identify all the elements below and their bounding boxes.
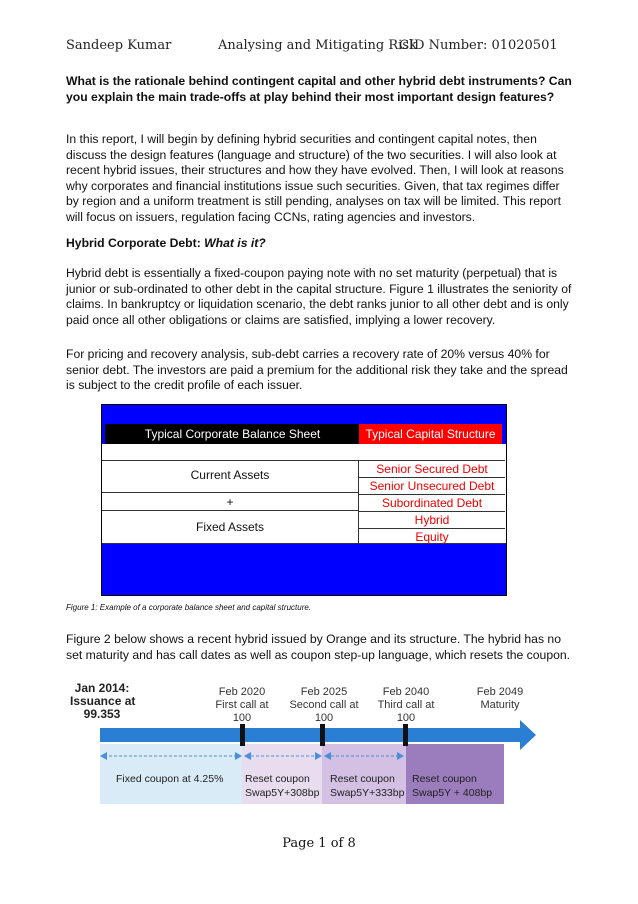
plus-sign: + — [226, 495, 234, 509]
section-heading-bold: Hybrid Corporate Debt: — [66, 236, 201, 250]
milestone-third-call: Feb 2040 Third call at 100 — [377, 686, 435, 724]
section-heading-italic: What is it? — [204, 236, 266, 250]
section-heading — [66, 236, 574, 252]
current-assets-label: Current Assets — [190, 468, 270, 482]
figure-1-body — [102, 444, 506, 544]
figure-1-capital-structure — [101, 404, 507, 596]
question-heading: What is the rationale behind contingent capital and other hybrid debt instruments? Can you explain the main trade-offs at play behind their most important design features? — [66, 74, 572, 104]
equity-tier: Equity — [359, 528, 505, 545]
tick-2020 — [240, 724, 245, 746]
intro-paragraph: In this report, I will begin by defining hybrid securities and contingent capital notes, then discuss the design features (language and structure) of the two securities. I will also look at recent hybrid issues, their structures and how they have evolved. Then, I will look at reasons why corporates and financial institutions issue such securities. Given, that tax regimes differ by region and a uniform treatment is still pending, analyses on tax will be limited. This report will focus on issuers, regulation facing CCNs, rating agencies and investors. — [66, 132, 564, 224]
header-author: Sandeep Kumar — [66, 38, 172, 53]
figure-1-caption: Figure 1: Example of a corporate balance sheet and capital structure. — [66, 603, 312, 612]
hybrid-definition-paragraph: Hybrid debt is essentially a fixed-coupon paying note with no set maturity (perpetual) that is junior or sub-ordinated to other debt in the capital structure. Figure 1 illustrates the seniority of claims. In bankruptcy or liquidation scenario, the debt ranks junior to all other debt and is only paid once all other obligations or claims are satisfied, implying a lower recovery. — [66, 266, 572, 327]
milestone-maturity: Feb 2049 Maturity — [476, 686, 524, 711]
page-number: Page 1 of 8 — [282, 836, 356, 851]
milestone-second-call: Feb 2025 Second call at 100 — [289, 686, 359, 724]
segment-fixed-coupon-label: Fixed coupon at 4.25% — [116, 773, 224, 785]
senior-unsecured-debt: Senior Unsecured Debt — [359, 477, 505, 494]
segment-reset-1-label: Reset coupon Swap5Y+308bp — [245, 773, 320, 799]
timeline-bar — [100, 728, 520, 742]
senior-secured-debt: Senior Secured Debt — [359, 460, 505, 477]
hybrid-tier: Hybrid — [359, 511, 505, 528]
timeline-arrowhead — [520, 720, 536, 750]
tick-2025 — [320, 724, 325, 746]
milestone-issuance: Jan 2014: Issuance at 99.353 — [70, 681, 136, 721]
milestone-first-call: Feb 2020 First call at 100 — [215, 686, 269, 724]
capital-structure-header: Typical Capital Structure — [359, 424, 502, 444]
figure-2-orange-hybrid-timeline — [70, 680, 540, 810]
tick-2040 — [403, 724, 408, 746]
fixed-assets-label: Fixed Assets — [195, 520, 265, 534]
header-cid: CID Number: 01020501 — [399, 38, 558, 53]
pricing-paragraph: For pricing and recovery analysis, sub-debt carries a recovery rate of 20% versus 40% for senior debt. The investors are paid a premium for the additional risk they take and the spread is subject to the credit profile of each issuer. — [66, 347, 568, 393]
subordinated-debt: Subordinated Debt — [359, 494, 505, 511]
balance-sheet-header: Typical Corporate Balance Sheet — [105, 424, 360, 444]
header-title: Analysing and Mitigating Risk — [218, 38, 417, 53]
segment-reset-2-label: Reset coupon Swap5Y+333bp — [330, 773, 405, 799]
orange-hybrid-paragraph: Figure 2 below shows a recent hybrid issued by Orange and its structure. The hybrid has no set maturity and has call dates as well as coupon step-up language, which resets the coupon. — [66, 632, 571, 662]
segment-reset-3-label: Reset coupon Swap5Y + 408bp — [412, 773, 493, 799]
